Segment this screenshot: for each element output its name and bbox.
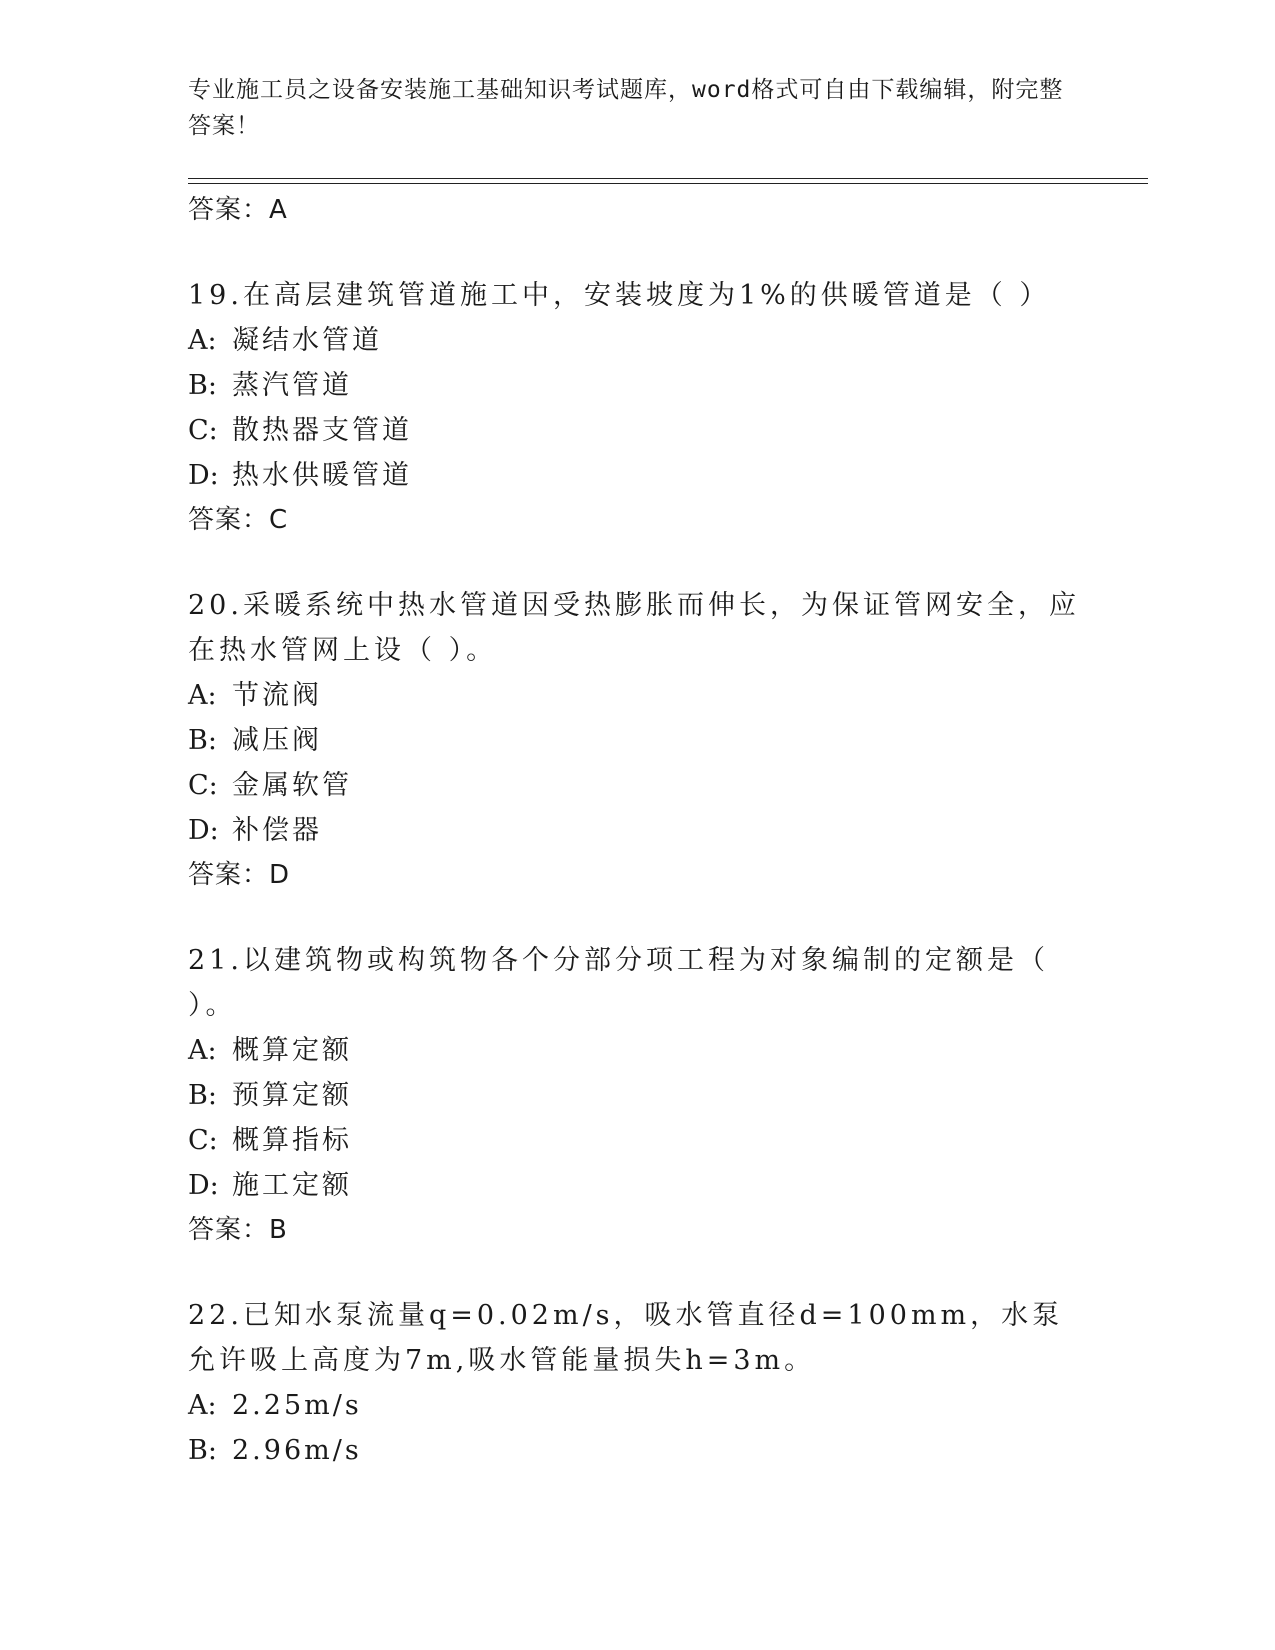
option-item (188, 1428, 1088, 1473)
option-item (188, 763, 1088, 808)
option-text: 预算定额 (232, 1080, 352, 1111)
option-item (188, 408, 1088, 453)
question-text: 22.已知水泵流量q=0.02m/s，吸水管直径d=100mm，水泵允许吸上高度为7m,吸水管能量损失h=3m。 (188, 1300, 1064, 1376)
option-letter: D: (188, 460, 219, 491)
option-letter: B: (188, 1080, 217, 1111)
option-text: 节流阀 (232, 680, 322, 711)
question-block (188, 583, 1088, 898)
option-text: 蒸汽管道 (232, 370, 352, 401)
option-text: 散热器支管道 (232, 415, 412, 446)
option-letter: B: (188, 370, 217, 401)
question-block (188, 938, 1088, 1253)
option-letter: A: (188, 680, 217, 711)
question-block (188, 1293, 1088, 1473)
option-letter: C: (188, 770, 218, 801)
option-letter: A: (188, 1035, 217, 1066)
option-text: 2.96m/s (232, 1435, 362, 1466)
header-divider (188, 178, 1148, 179)
answer-line: 答案：A (188, 195, 288, 225)
option-letter: C: (188, 415, 218, 446)
question-text: 19.在高层建筑管道施工中，安装坡度为1%的供暖管道是（ ） (188, 280, 1051, 311)
option-text: 2.25m/s (232, 1390, 362, 1421)
option-letter: B: (188, 1435, 217, 1466)
question-list (188, 188, 1088, 1473)
option-item (188, 1163, 1088, 1208)
option-item (188, 718, 1088, 763)
document-header: 专业施工员之设备安装施工基础知识考试题库，word格式可自由下载编辑，附完整答案！ (188, 77, 1064, 139)
option-letter: D: (188, 1170, 219, 1201)
option-text: 施工定额 (232, 1170, 352, 1201)
option-item (188, 1028, 1088, 1073)
option-item (188, 1118, 1088, 1163)
option-item (188, 453, 1088, 498)
option-item (188, 808, 1088, 853)
answer-line: 答案：D (188, 860, 291, 890)
option-letter: C: (188, 1125, 218, 1156)
option-item (188, 363, 1088, 408)
question-block (188, 273, 1088, 543)
answer-line: 答案：B (188, 1215, 288, 1245)
question-text: 21.以建筑物或构筑物各个分部分项工程为对象编制的定额是（ ）。 (188, 945, 1049, 1021)
option-letter: B: (188, 725, 217, 756)
option-item (188, 318, 1088, 363)
option-item (188, 1073, 1088, 1118)
option-letter: A: (188, 325, 217, 356)
option-text: 概算定额 (232, 1035, 352, 1066)
option-text: 减压阀 (232, 725, 322, 756)
option-text: 金属软管 (232, 770, 352, 801)
question-text: 20.采暖系统中热水管道因受热膨胀而伸长，为保证管网安全，应在热水管网上设（ ）。 (188, 590, 1080, 666)
option-letter: A: (188, 1390, 217, 1421)
answer-line: 答案：C (188, 505, 289, 535)
option-item (188, 1383, 1088, 1428)
header-divider (188, 183, 1148, 184)
option-text: 补偿器 (232, 815, 322, 846)
option-text: 凝结水管道 (232, 325, 382, 356)
option-text: 概算指标 (232, 1125, 352, 1156)
option-item (188, 673, 1088, 718)
option-letter: D: (188, 815, 219, 846)
option-text: 热水供暖管道 (232, 460, 412, 491)
